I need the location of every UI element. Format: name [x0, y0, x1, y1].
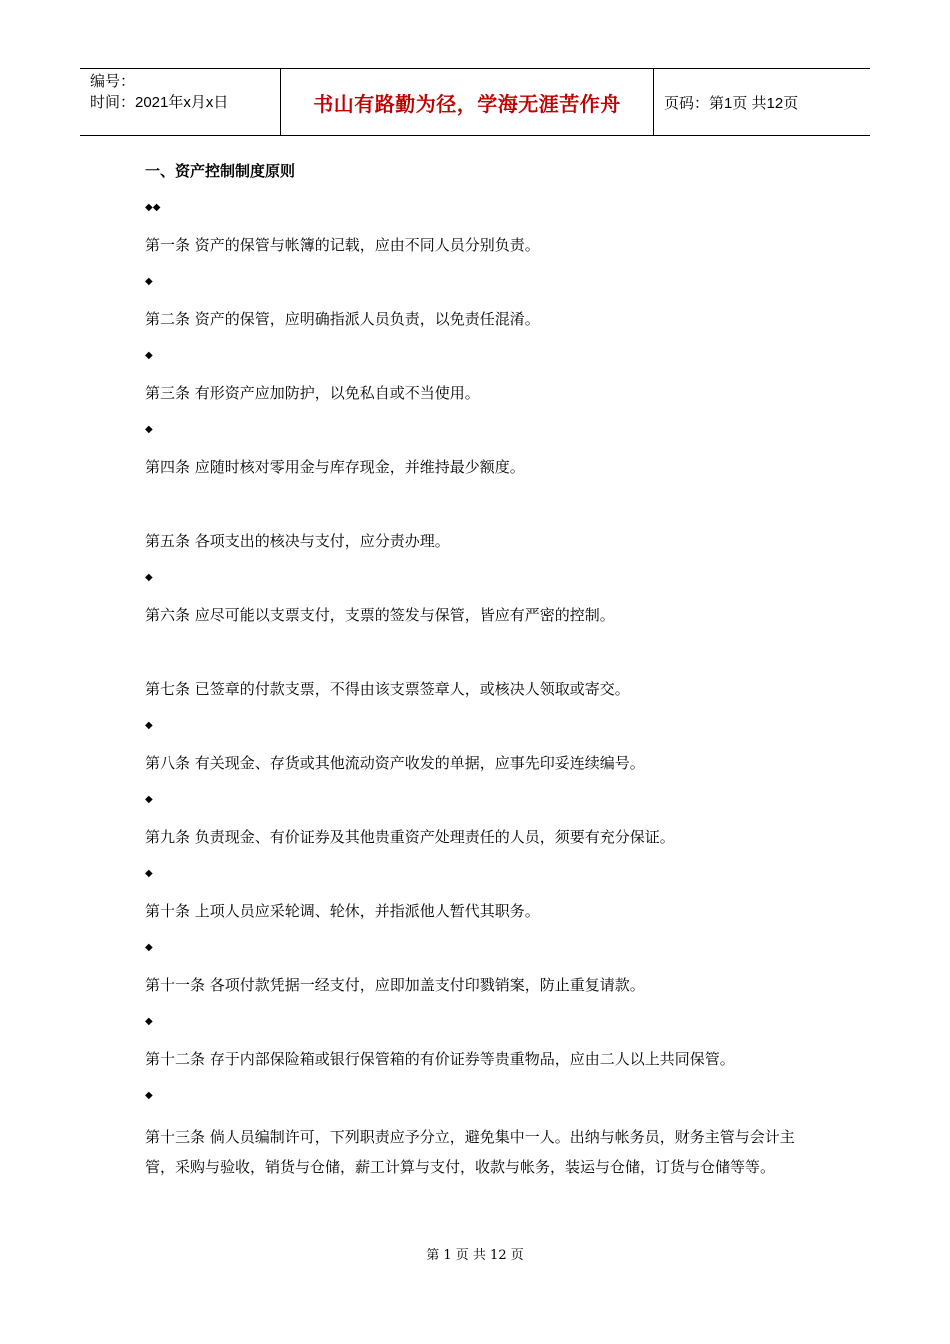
bullet-diamond: ◆ [145, 794, 153, 805]
article-9: 第九条 负责现金、有价证券及其他贵重资产处理责任的人员，须要有充分保证。 [145, 828, 675, 846]
bullet-diamond: ◆ [145, 424, 153, 435]
article-11: 第十一条 各项付款凭据一经支付，应即加盖支付印戮销案，防止重复请款。 [145, 976, 645, 994]
header-motto: 书山有路勤为径，学海无涯苦作舟 [281, 69, 654, 135]
bullet-diamond: ◆ [145, 276, 153, 287]
bullet-diamond: ◆ [145, 868, 153, 879]
article-12: 第十二条 存于内部保险箱或银行保管箱的有价证券等贵重物品，应由二人以上共同保管。 [145, 1050, 735, 1068]
spacer [145, 489, 815, 526]
section-title: 一、资产控制制度原则 [145, 162, 296, 180]
article-7: 第七条 已签章的付款支票，不得由该支票签章人，或核决人领取或寄交。 [145, 680, 630, 698]
article-13: 第十三条 倘人员编制许可，下列职责应予分立，避免集中一人。出纳与帐务员，财务主管与会计主管，采购与验收，销货与仓储，薪工计算与支付，收款与帐务，装运与仓储，订货与仓储等等。 [145, 1128, 795, 1176]
bullet-diamond: ◆ [145, 942, 153, 953]
date-label: 时间：2021年x月x日 [90, 94, 229, 111]
bullet-diamond: ◆ [145, 720, 153, 731]
article-6: 第六条 应尽可能以支票支付，支票的签发与保管，皆应有严密的控制。 [145, 606, 615, 624]
article-8: 第八条 有关现金、存货或其他流动资产收发的单据，应事先印妥连续编号。 [145, 754, 645, 772]
bullet-diamond: ◆ [145, 1090, 153, 1101]
number-label: 编号： [90, 73, 136, 90]
bullet-diamond: ◆ [145, 350, 153, 361]
article-3: 第三条 有形资产应加防护，以免私自或不当使用。 [145, 384, 480, 402]
page-header [80, 68, 870, 136]
spacer [145, 637, 815, 674]
page-footer: 第 1 页 共 12 页 [426, 1248, 524, 1263]
article-4: 第四条 应随时核对零用金与库存现金，并维持最少额度。 [145, 458, 525, 476]
header-page-label: 页码：第1页 共12页 [664, 94, 799, 112]
bullet-diamond: ◆◆ [145, 202, 161, 213]
document-body [145, 156, 815, 1182]
article-10: 第十条 上项人员应采轮调、轮休，并指派他人暂代其职务。 [145, 902, 540, 920]
article-5: 第五条 各项支出的核决与支付，应分责办理。 [145, 532, 450, 550]
article-2: 第二条 资产的保管，应明确指派人员负责，以免责任混淆。 [145, 310, 540, 328]
article-1: 第一条 资产的保管与帐簿的记载，应由不同人员分别负责。 [145, 236, 540, 254]
bullet-diamond: ◆ [145, 1016, 153, 1027]
bullet-diamond: ◆ [145, 572, 153, 583]
header-meta [80, 69, 281, 135]
